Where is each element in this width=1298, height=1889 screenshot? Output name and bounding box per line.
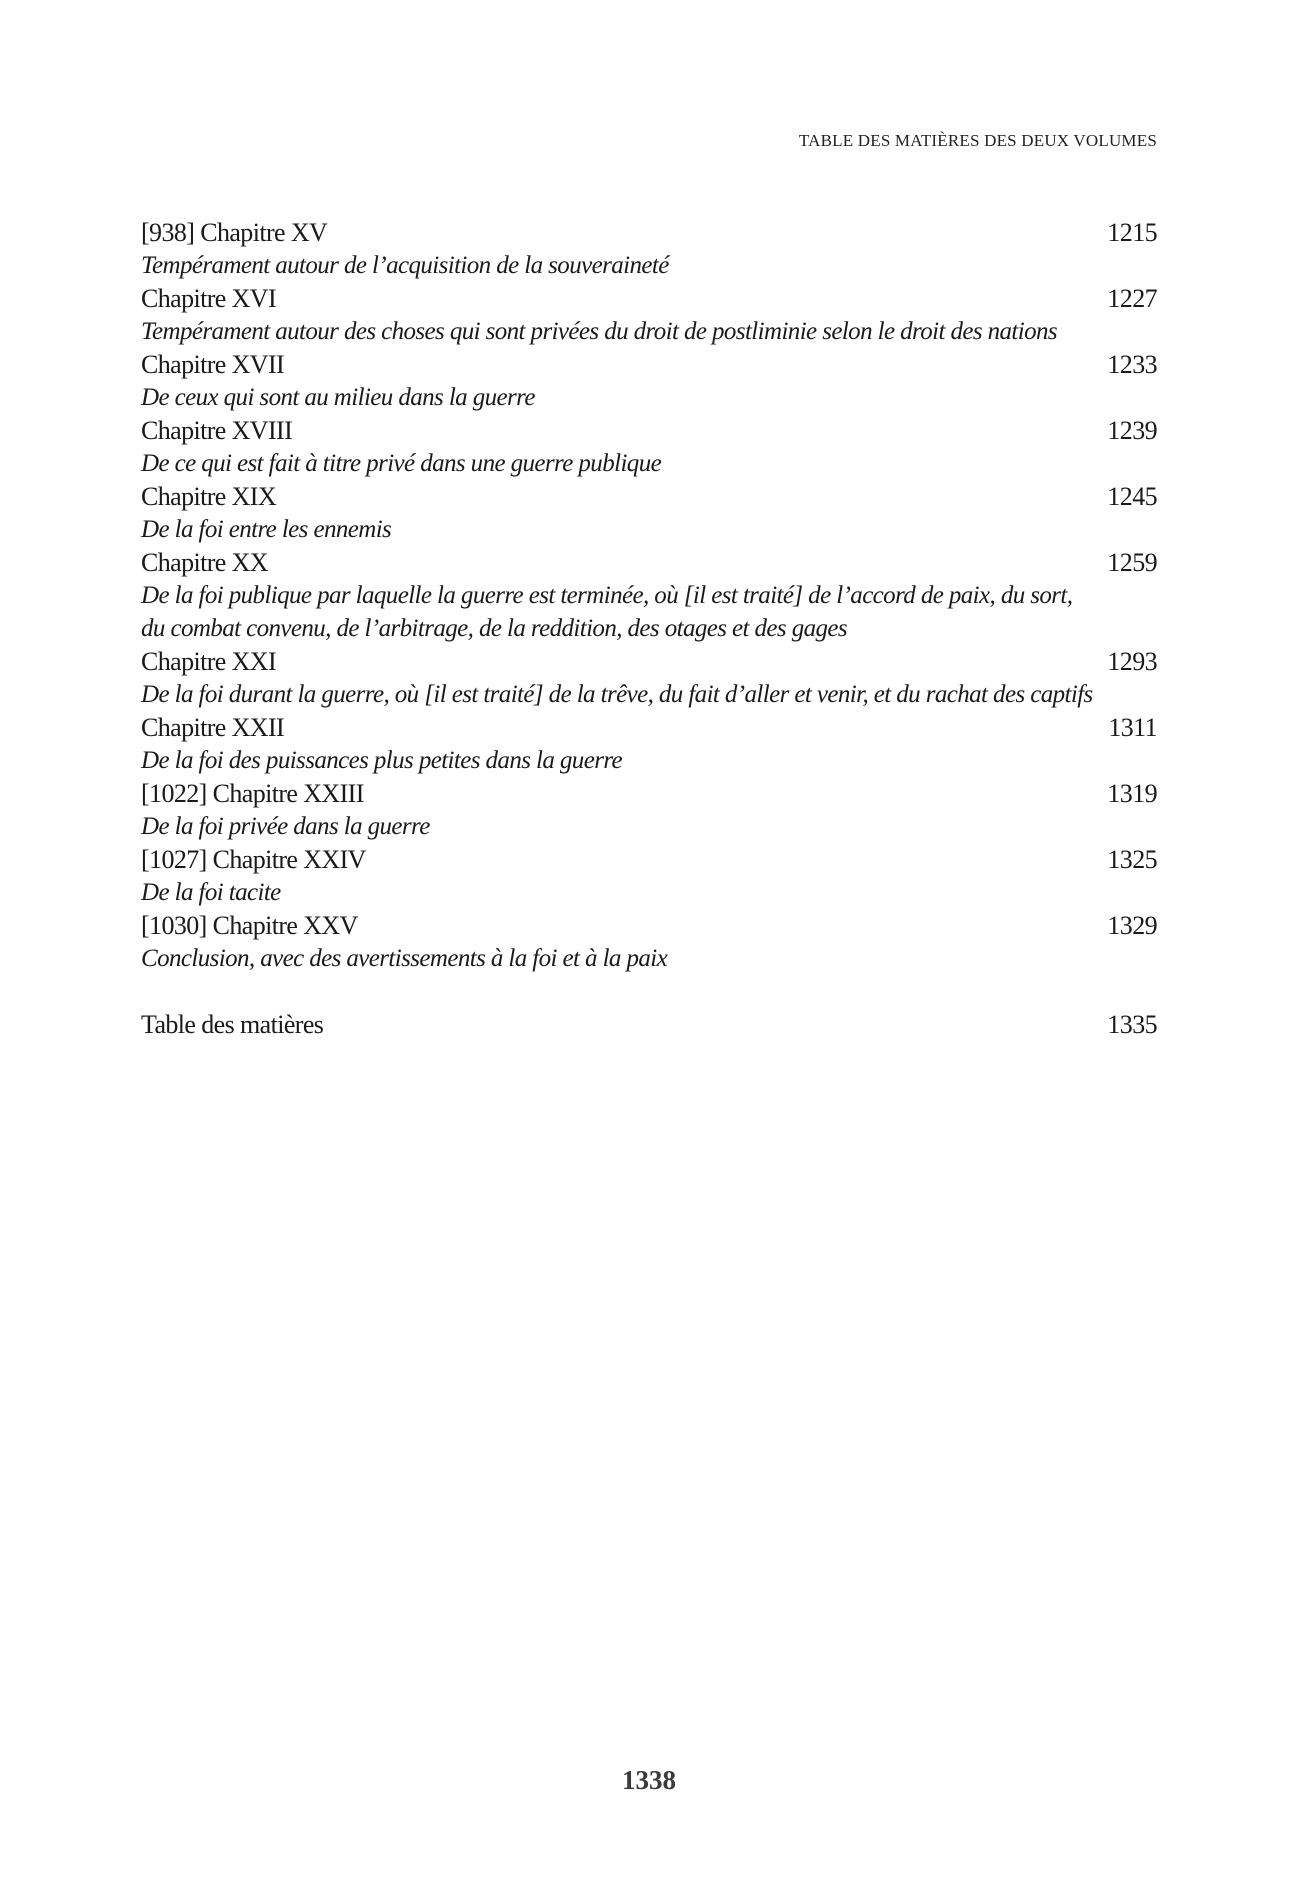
page-number: 1325 bbox=[1107, 845, 1157, 874]
toc-row bbox=[141, 282, 1157, 315]
page-number: 1259 bbox=[1107, 548, 1157, 577]
toc-row bbox=[141, 645, 1157, 678]
toc-row bbox=[141, 480, 1157, 513]
toc-entry bbox=[141, 777, 1157, 843]
toc-entry bbox=[141, 843, 1157, 909]
chapter-title: [1027] Chapitre XXIV bbox=[141, 845, 366, 874]
table-of-contents bbox=[141, 216, 1157, 1041]
chapter-description: Conclusion, avec des avertissements à la foi et à la paix bbox=[141, 945, 668, 972]
chapter-title: [1022] Chapitre XXIII bbox=[141, 779, 364, 808]
toc-entry bbox=[141, 414, 1157, 480]
page-number: 1293 bbox=[1107, 647, 1157, 676]
chapter-description: De la foi durant la guerre, où [il est traité] de la trêve, du fait d’aller et venir, et du rachat des captifs bbox=[141, 681, 1093, 708]
chapter-title: Chapitre XVII bbox=[141, 350, 285, 379]
page-number: 1239 bbox=[1107, 416, 1157, 445]
running-header: TABLE DES MATIÈRES DES DEUX VOLUMES bbox=[798, 131, 1157, 150]
toc-entry bbox=[141, 546, 1157, 645]
toc-row bbox=[141, 777, 1157, 810]
page-number: 1233 bbox=[1107, 350, 1157, 379]
toc-entry bbox=[141, 216, 1157, 282]
page-number: 1311 bbox=[1108, 713, 1157, 742]
chapter-title: Chapitre XXII bbox=[141, 713, 285, 742]
chapter-title: Chapitre XVI bbox=[141, 284, 277, 313]
page-number: 1245 bbox=[1107, 482, 1157, 511]
toc-entry bbox=[141, 645, 1157, 711]
toc-row bbox=[141, 348, 1157, 381]
chapter-description: De la foi privée dans la guerre bbox=[141, 813, 430, 840]
toc-row bbox=[141, 909, 1157, 942]
chapter-title: Chapitre XX bbox=[141, 548, 268, 577]
toc-row bbox=[141, 711, 1157, 744]
chapter-title: Chapitre XXI bbox=[141, 647, 277, 676]
chapter-description: De la foi publique par laquelle la guerre est terminée, où [il est traité] de l’accord de paix, du sort, du combat convenu, de l’arbitrage, de la reddition, des otages et des gages bbox=[141, 582, 1073, 642]
toc-entry bbox=[141, 282, 1157, 348]
chapter-title: [938] Chapitre XV bbox=[141, 218, 328, 247]
page-number: 1329 bbox=[1107, 911, 1157, 940]
toc-row bbox=[141, 546, 1157, 579]
chapter-description: De ce qui est fait à titre privé dans une guerre publique bbox=[141, 450, 662, 477]
page-number: 1227 bbox=[1107, 284, 1157, 313]
toc-entry bbox=[141, 348, 1157, 414]
page-number: 1335 bbox=[1107, 1010, 1157, 1039]
toc-entry-table-des-matieres bbox=[141, 1008, 1157, 1041]
chapter-title: [1030] Chapitre XXV bbox=[141, 911, 358, 940]
toc-row bbox=[141, 414, 1157, 447]
entry-title: Table des matières bbox=[141, 1010, 324, 1039]
chapter-description: De ceux qui sont au milieu dans la guerre bbox=[141, 384, 535, 411]
toc-row bbox=[141, 843, 1157, 876]
chapter-description: De la foi tacite bbox=[141, 879, 281, 906]
toc-row bbox=[141, 1008, 1157, 1041]
chapter-description: De la foi entre les ennemis bbox=[141, 516, 392, 543]
chapter-description: Tempérament autour des choses qui sont privées du droit de postliminie selon le droit des nations bbox=[141, 318, 1058, 345]
page-number: 1319 bbox=[1107, 779, 1157, 808]
toc-row bbox=[141, 216, 1157, 249]
toc-entry bbox=[141, 480, 1157, 546]
chapter-title: Chapitre XIX bbox=[141, 482, 277, 511]
chapter-title: Chapitre XVIII bbox=[141, 416, 293, 445]
chapter-description: De la foi des puissances plus petites dans la guerre bbox=[141, 747, 623, 774]
toc-entry bbox=[141, 711, 1157, 777]
folio-page-number: 1338 bbox=[622, 1765, 676, 1795]
page-number: 1215 bbox=[1107, 218, 1157, 247]
toc-entry bbox=[141, 909, 1157, 975]
chapter-description: Tempérament autour de l’acquisition de la souveraineté bbox=[141, 252, 669, 279]
